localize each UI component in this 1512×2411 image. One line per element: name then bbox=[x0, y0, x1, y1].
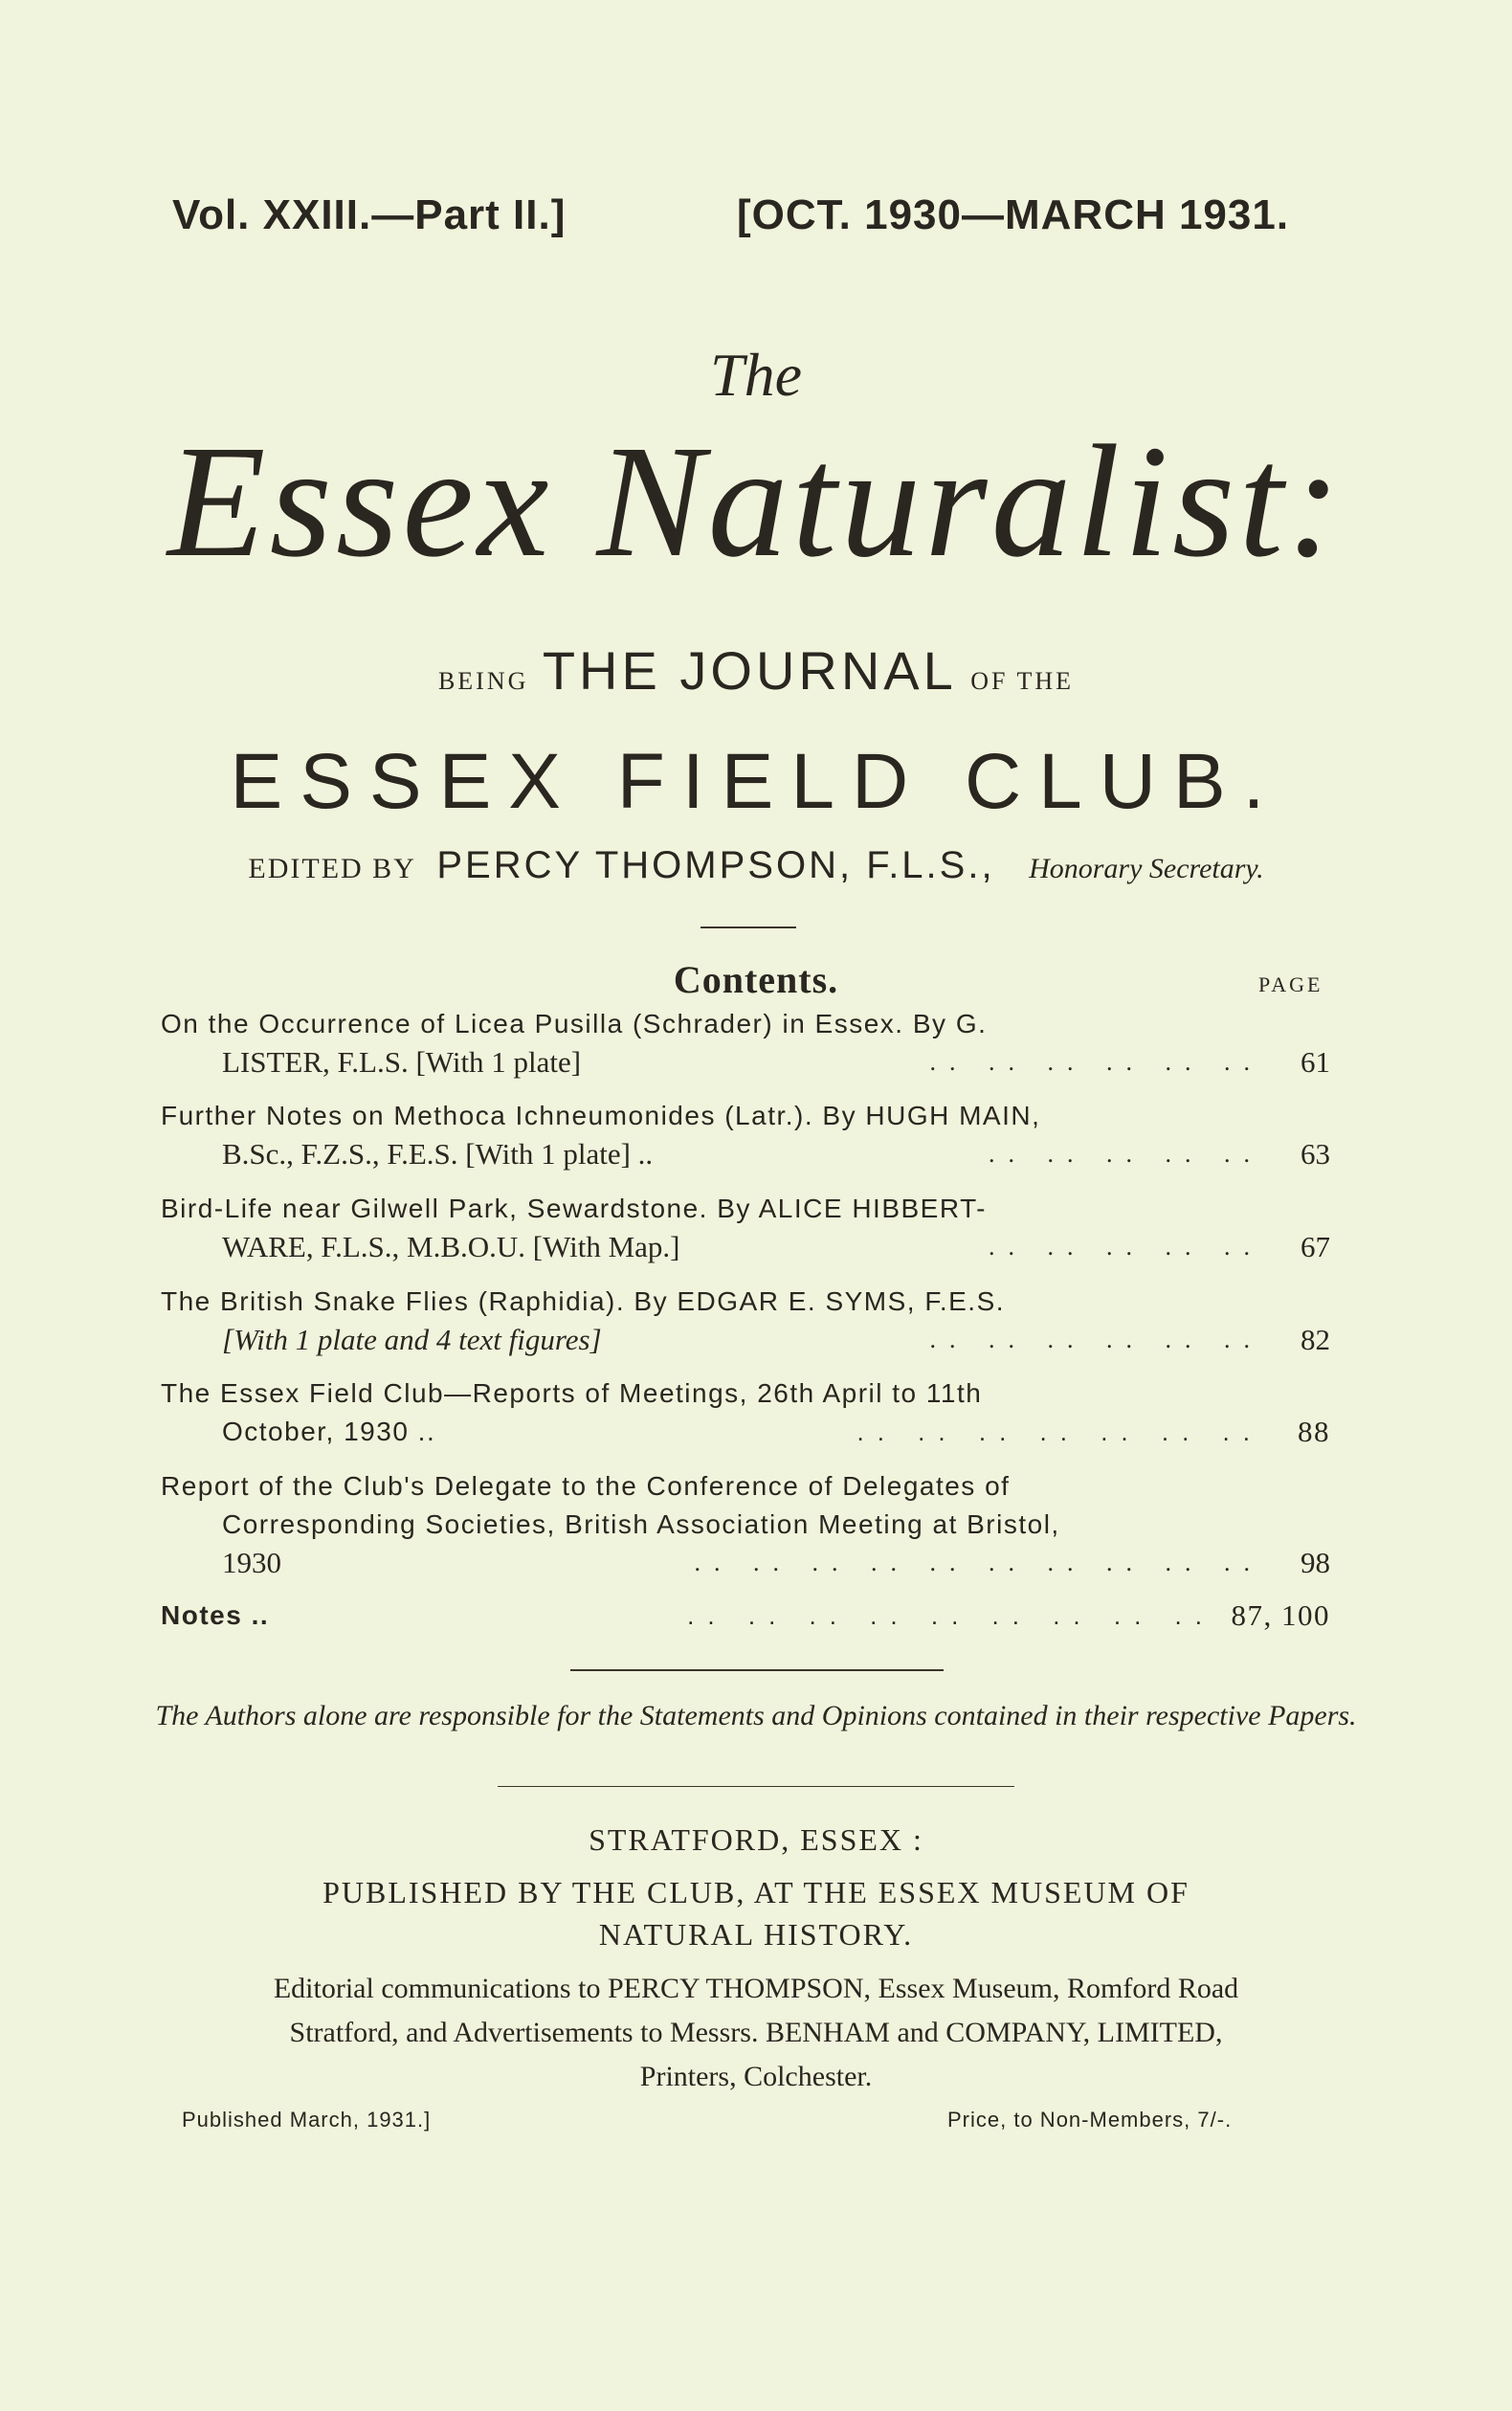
toc-entry bbox=[161, 1190, 1330, 1266]
contents-heading: Contents. bbox=[673, 958, 839, 1001]
edited-by-label: EDITED BY bbox=[248, 853, 416, 884]
toc-entry-line bbox=[161, 1228, 1330, 1266]
toc-entry bbox=[161, 1097, 1330, 1173]
editorial-line: Editorial communications to PERCY THOMPSON, Essex Museum, Romford Road bbox=[273, 1973, 1239, 2004]
editor-name: PERCY THOMPSON, F.L.S., bbox=[436, 844, 995, 886]
being-word: BEING bbox=[437, 667, 529, 695]
toc-page-number: 88 bbox=[1298, 1415, 1330, 1448]
toc-entry-text: LISTER, F.L.S. [With 1 plate] bbox=[222, 1045, 582, 1079]
toc-entry bbox=[161, 1467, 1330, 1582]
toc-entry-text: [With 1 plate and 4 text figures] bbox=[222, 1323, 602, 1356]
toc-entry-line: Further Notes on Methoca Ichneumonides (Latr.). By HUGH MAIN, bbox=[161, 1101, 1041, 1130]
toc-entry-line: Bird-Life near Gilwell Park, Sewardstone. By ALICE HIBBERT- bbox=[161, 1194, 987, 1223]
toc-entry-line bbox=[161, 1135, 1330, 1173]
toc-entry bbox=[161, 1283, 1330, 1359]
toc-entry-line: The British Snake Flies (Raphidia). By EDGAR E. SYMS, F.E.S. bbox=[161, 1286, 1006, 1316]
title-article: The bbox=[710, 341, 802, 409]
toc-entry-text: Notes .. bbox=[161, 1600, 270, 1630]
issue-dates: [OCT. 1930—MARCH 1931. bbox=[737, 191, 1290, 238]
volume-part: Vol. XXIII.—Part II.] bbox=[172, 191, 567, 238]
leader-dots: .. .. .. .. .. .. .. .. .. bbox=[687, 1601, 1215, 1630]
toc-entry-line: The Essex Field Club—Reports of Meetings, 26th April to 11th bbox=[161, 1378, 983, 1408]
toc-entry bbox=[161, 1596, 1330, 1635]
authors-disclaimer: The Authors alone are responsible for the Statements and Opinions contained in their respective Papers. bbox=[155, 1700, 1357, 1731]
toc-entry bbox=[161, 1005, 1330, 1082]
publisher-line: PUBLISHED BY THE CLUB, AT THE ESSEX MUSEUM OF bbox=[322, 1875, 1190, 1909]
of-the-word: OF THE bbox=[970, 667, 1075, 695]
divider-long bbox=[498, 1786, 1014, 1787]
editor-role: Honorary Secretary. bbox=[1029, 853, 1264, 884]
toc-page-number: 67 bbox=[1301, 1230, 1330, 1263]
page-column-label: PAGE bbox=[1258, 972, 1323, 996]
toc-entry-line bbox=[161, 1544, 1330, 1582]
leader-dots: .. .. .. .. .. bbox=[989, 1233, 1263, 1261]
toc-entry-text: 1930 bbox=[222, 1546, 281, 1579]
publication-place: STRATFORD, ESSEX : bbox=[589, 1822, 923, 1857]
leader-dots: .. .. .. .. .. .. .. .. .. .. bbox=[694, 1549, 1263, 1576]
toc-entry-line: Report of the Club's Delegate to the Conference of Delegates of bbox=[161, 1471, 1011, 1501]
divider-medium bbox=[570, 1669, 944, 1671]
editorial-line: Printers, Colchester. bbox=[639, 2061, 873, 2092]
leader-dots: .. .. .. .. .. .. bbox=[929, 1326, 1263, 1353]
club-name: ESSEX FIELD CLUB. bbox=[230, 738, 1282, 825]
toc-page-number: 87, 100 bbox=[1231, 1598, 1330, 1632]
editorial-communications bbox=[115, 1967, 1397, 2099]
journal-title: Essex Naturalist: bbox=[167, 413, 1345, 591]
toc-entry-line: Corresponding Societies, British Association Meeting at Bristol, bbox=[222, 1509, 1060, 1539]
toc-entry-line: On the Occurrence of Licea Pusilla (Schrader) in Essex. By G. bbox=[161, 1009, 988, 1038]
leader-dots: .. .. .. .. .. .. bbox=[929, 1048, 1263, 1076]
toc-entry-line bbox=[161, 1043, 1330, 1082]
publisher-statement bbox=[0, 1871, 1512, 1955]
the-journal-word: THE JOURNAL bbox=[542, 640, 957, 701]
toc-page-number: 61 bbox=[1301, 1045, 1330, 1079]
toc-entry-line bbox=[161, 1321, 1330, 1359]
toc-entry-text: B.Sc., F.Z.S., F.E.S. [With 1 plate] .. bbox=[222, 1137, 654, 1171]
toc-entry-line bbox=[161, 1596, 1330, 1635]
toc-entry-line bbox=[161, 1413, 1330, 1451]
publisher-line: NATURAL HISTORY. bbox=[598, 1917, 914, 1952]
toc-entry bbox=[161, 1374, 1330, 1451]
leader-dots: .. .. .. .. .. .. .. bbox=[856, 1418, 1263, 1446]
toc-page-number: 82 bbox=[1301, 1323, 1330, 1356]
toc-entry-text: October, 1930 .. bbox=[222, 1417, 436, 1446]
toc-page-number: 63 bbox=[1301, 1137, 1330, 1171]
editorial-line: Stratford, and Advertisements to Messrs. BENHAM and COMPANY, LIMITED, bbox=[289, 2017, 1223, 2048]
price-note: Price, to Non-Members, 7/-. bbox=[947, 2108, 1233, 2132]
toc-entry-text: WARE, F.L.S., M.B.O.U. [With Map.] bbox=[222, 1230, 680, 1263]
leader-dots: .. .. .. .. .. bbox=[989, 1140, 1263, 1168]
toc-page-number: 98 bbox=[1301, 1546, 1330, 1579]
published-date: Published March, 1931.] bbox=[182, 2108, 432, 2132]
